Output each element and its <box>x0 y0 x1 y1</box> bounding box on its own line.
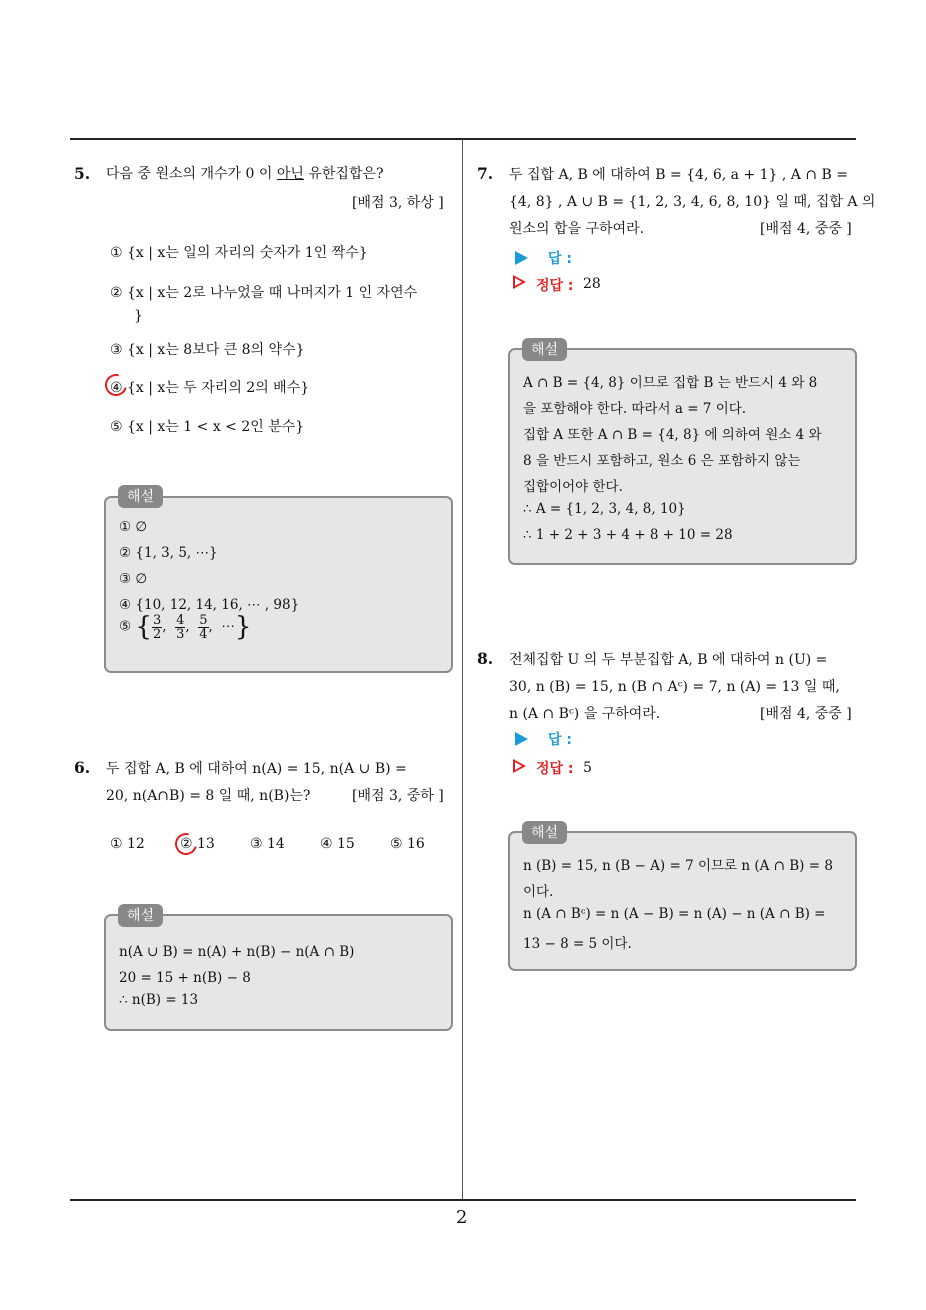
q5-expl-line-2: ② {1, 3, 5, ⋯} <box>119 545 218 561</box>
question-6-line-2: 20, n(A∩B) = 8 일 때, n(B)는? <box>106 788 311 804</box>
q6-explanation-tag: 해설 <box>118 904 163 927</box>
question-5-text-post: 유한집합은? <box>303 166 384 182</box>
q7-expl-line-2: 을 포함해야 한다. 따라서 a = 7 이다. <box>523 401 747 417</box>
q8-expl-line-2: 이다. <box>523 884 554 900</box>
right-brace-icon: } <box>234 612 252 642</box>
q6-expl-line-3: ∴ n(B) = 13 <box>119 992 199 1008</box>
q5-choice-5[interactable]: ⑤ {x | x는 1 < x < 2인 분수} <box>110 419 305 435</box>
q7-expl-line-6: ∴ A = {1, 2, 3, 4, 8, 10} <box>523 501 686 517</box>
q8-expl-line-1: n (B) = 15, n (B − A) = 7 이므로 n (A ∩ B) = 8 <box>523 858 833 874</box>
question-8-line-2: 30, n (B) = 15, n (B ∩ Aᶜ) = 7, n (A) = 13 일 때, <box>509 679 840 695</box>
q8-expl-line-3: n (A ∩ Bᶜ) = n (A − B) = n (A) − n (A ∩ B) = <box>523 906 826 922</box>
q8-correct-label: 정답 : <box>536 761 574 777</box>
play-outline-arrow-icon <box>513 759 526 773</box>
q6-explanation-box <box>104 914 453 1031</box>
q5-choice-3[interactable]: ③ {x | x는 8보다 큰 8의 약수} <box>110 342 305 358</box>
left-brace-icon: { <box>135 612 152 642</box>
q6-choice-5[interactable]: ⑤ 16 <box>390 836 425 852</box>
fraction-4-3: $\frac{4}{3}$ <box>176 612 185 642</box>
q5-choice-2-cont: } <box>134 308 143 324</box>
q7-expl-line-7: ∴ 1 + 2 + 3 + 4 + 8 + 10 = 28 <box>523 527 733 543</box>
question-6-line-1: 두 집합 A, B 에 대하여 n(A) = 15, n(A ∪ B) = <box>106 761 407 777</box>
question-7-score: [배점 4, 중중 ] <box>760 221 852 237</box>
page-number: 2 <box>456 1207 468 1228</box>
play-outline-arrow-icon <box>513 275 526 289</box>
q7-expl-line-3: 집합 A 또한 A ∩ B = {4, 8} 에 의하여 원소 4 와 <box>523 427 822 443</box>
q5-expl-line-5: ⑤ { $\frac{3}{2}$ , $\frac{4}{3}$ , $\frac{5}{4}$ , ⋯} <box>119 612 252 642</box>
q8-explanation-box <box>508 831 857 971</box>
q5-expl-line-3: ③ ∅ <box>119 571 148 587</box>
q8-explanation-tag: 해설 <box>522 821 567 844</box>
q6-choice-1[interactable]: ① 12 <box>110 836 145 852</box>
q5-choice-1[interactable]: ① {x | x는 일의 자리의 숫자가 1인 짝수} <box>110 245 368 261</box>
fraction-3-2: $\frac{3}{2}$ <box>152 612 162 642</box>
question-8-line-3: n (A ∩ Bᶜ) 을 구하여라. <box>509 706 661 722</box>
bottom-rule <box>70 1199 856 1201</box>
q5-choice-4[interactable]: ④ {x | x는 두 자리의 2의 배수} <box>110 380 310 396</box>
q6-choice-2[interactable]: ② 13 <box>180 836 215 852</box>
q6-expl-line-1: n(A ∪ B) = n(A) + n(B) − n(A ∩ B) <box>119 944 355 960</box>
q7-correct-value: 28 <box>583 276 601 292</box>
column-divider <box>462 139 463 1201</box>
question-5-text-underlined: 아닌 <box>276 166 304 182</box>
question-8-number: 8. <box>477 649 494 668</box>
play-arrow-icon <box>515 251 528 265</box>
q5-expl-line-4: ④ {10, 12, 14, 16, ⋯ , 98} <box>119 597 300 613</box>
fraction-5-4: $\frac{5}{4}$ <box>199 612 208 642</box>
q7-answer-label: 답 : <box>548 251 572 267</box>
question-7-line-1: 두 집합 A, B 에 대하여 B = {4, 6, a + 1} , A ∩ B = <box>509 167 849 183</box>
q6-choice-3[interactable]: ③ 14 <box>250 836 285 852</box>
play-arrow-icon <box>515 732 528 746</box>
question-7-line-2: {4, 8} , A ∪ B = {1, 2, 3, 4, 6, 8, 10} 일 때, 집합 A 의 <box>509 194 876 210</box>
q5-expl-line-1: ① ∅ <box>119 519 148 535</box>
q7-expl-line-4: 8 을 반드시 포함하고, 원소 6 은 포함하지 않는 <box>523 453 801 469</box>
question-6-score: [배점 3, 중하 ] <box>352 788 444 804</box>
q5-expl-5-prefix: ⑤ <box>119 618 132 635</box>
top-rule <box>70 138 856 140</box>
q6-choice-4[interactable]: ④ 15 <box>320 836 355 852</box>
q5-expl-5-tail: ⋯ <box>221 618 235 635</box>
q5-choice-2[interactable]: ② {x | x는 2로 나누었을 때 나머지가 1 인 자연수 <box>110 285 418 301</box>
q7-expl-line-1: A ∩ B = {4, 8} 이므로 집합 B 는 반드시 4 와 8 <box>523 375 818 391</box>
question-8-line-1: 전체집합 U 의 두 부분집합 A, B 에 대하여 n (U) = <box>509 652 828 668</box>
question-7-number: 7. <box>477 164 494 183</box>
question-5-text <box>106 161 448 188</box>
q7-correct-label: 정답 : <box>536 278 574 294</box>
question-5-number: 5. <box>74 164 91 183</box>
q7-explanation-box <box>508 348 857 565</box>
q7-expl-line-5: 집합이어야 한다. <box>523 479 623 495</box>
q5-explanation-box <box>104 496 453 673</box>
q7-explanation-tag: 해설 <box>522 338 567 361</box>
question-5-score: [배점 3, 하상 ] <box>352 195 444 211</box>
q8-answer-label: 답 : <box>548 732 572 748</box>
q6-selected-mark-icon <box>171 829 201 859</box>
q6-expl-line-2: 20 = 15 + n(B) − 8 <box>119 970 251 986</box>
question-8-score: [배점 4, 중중 ] <box>760 706 852 722</box>
question-5-text-pre: 다음 중 원소의 개수가 0 이 <box>106 166 277 182</box>
q5-explanation-tag: 해설 <box>118 485 163 508</box>
question-6-number: 6. <box>74 758 91 777</box>
q8-correct-value: 5 <box>583 760 592 776</box>
q8-expl-line-4: 13 − 8 = 5 이다. <box>523 936 632 952</box>
question-7-line-3: 원소의 합을 구하여라. <box>509 221 645 237</box>
